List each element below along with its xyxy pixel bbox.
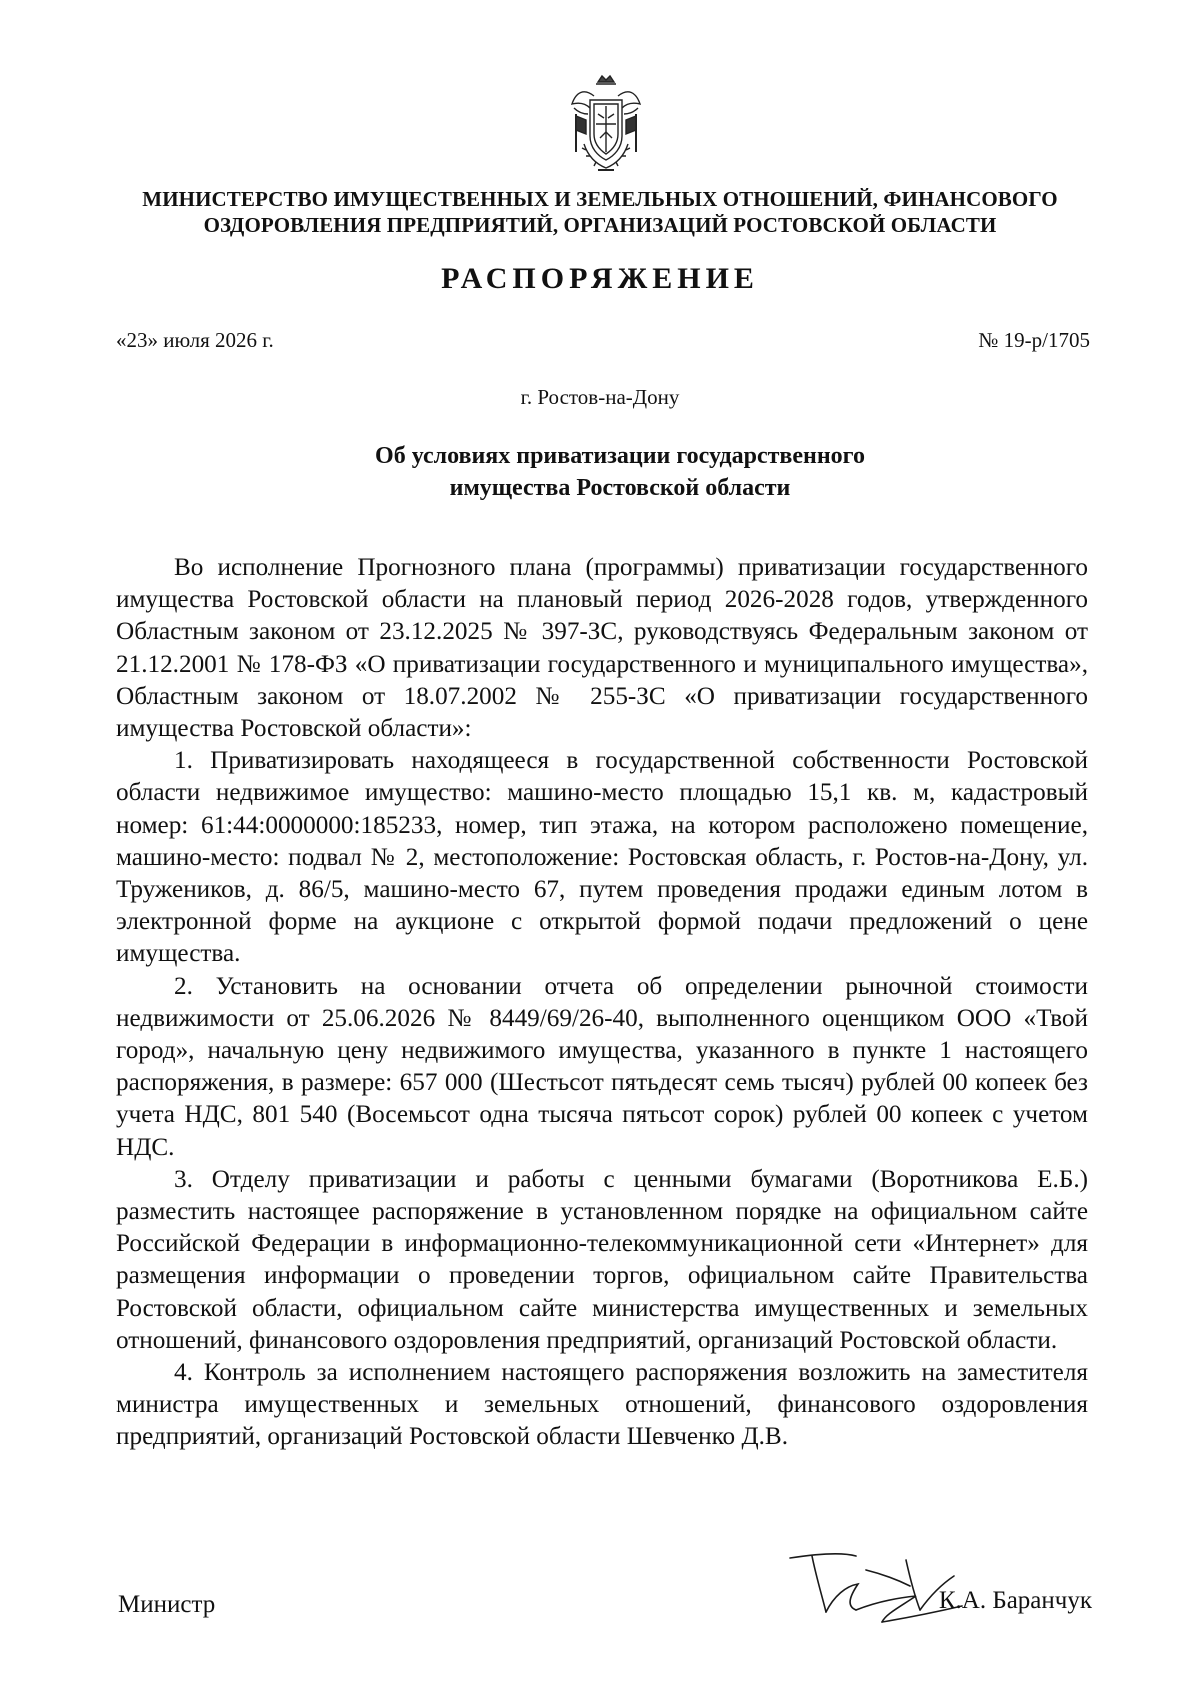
item-4-paragraph: 4. Контроль за исполнением настоящего распоряжения возложить на заместителя министра имущественных и земельных отношений, финансового оздоровления предприятий, организаций Ростовской области Шевченко Д.В. (116, 1359, 1088, 1451)
signature-block (0, 1550, 1200, 1640)
document-subject (200, 440, 1040, 504)
ministry-line-2: ОЗДОРОВЛЕНИЯ ПРЕДПРИЯТИЙ, ОРГАНИЗАЦИЙ РОСТОВСКОЙ ОБЛАСТИ (203, 213, 997, 237)
coat-of-arms-icon (568, 74, 644, 174)
item-3-paragraph: 3. Отделу приватизации и работы с ценными бумагами (Воротникова Е.Б.) разместить настоящее распоряжение в установленном порядке на официальном сайте Российской Федерации в информационно-телекоммуникационной сети «Интернет» для размещения информации о проведении торгов, официальном сайте Правительства Ростовской области, официальном сайте министерства имущественных и земельных отношений, финансового оздоровления предприятий, организаций Ростовской области. (116, 1165, 1088, 1354)
document-number: № 19-р/1705 (978, 328, 1090, 352)
item-2-paragraph: 2. Установить на основании отчета об определении рыночной стоимости недвижимости от 25.06.2026 № 8449/69/26-40, выполненного оценщиком ООО «Твой город», начальную цену недвижимого имущества, указанного в пункте 1 настоящего распоряжения, в размере: 657 000 (Шестьсот пятьдесят семь тысяч) рублей 00 копеек без учета НДС, 801 540 (Восемьсот одна тысяча пятьсот сорок) рублей 00 копеек с учетом НДС. (116, 972, 1088, 1161)
subject-line-1: Об условиях приватизации государственного (375, 443, 865, 469)
document-type: РАСПОРЯЖЕНИЕ (441, 262, 759, 295)
document-city: г. Ростов-на-Дону (520, 385, 680, 409)
signer-name: К.А. Баранчук (938, 1587, 1092, 1614)
preamble-paragraph: Во исполнение Прогнозного плана (программы) приватизации государственного имущества Ростовской области на плановый период 2026-2028 годов, утвержденного Областным законом от 23.12.2025 № 397-ЗС, руководствуясь Федеральным законом от 21.12.2001 № 178-ФЗ «О приватизации государственного и муниципального имущества», Областным законом от 18.07.2002 № 255-ЗС «О приватизации государственного имущества Ростовской области»: (116, 554, 1088, 743)
signer-position: Министр (118, 1591, 216, 1618)
subject-line-2: имущества Ростовской области (449, 475, 791, 501)
document-body (116, 552, 1088, 1454)
ministry-name (100, 186, 1100, 238)
ministry-line-1: МИНИСТЕРСТВО ИМУЩЕСТВЕННЫХ И ЗЕМЕЛЬНЫХ ОТНОШЕНИЙ, ФИНАНСОВОГО (142, 187, 1058, 211)
item-1-paragraph: 1. Приватизировать находящееся в государственной собственности Ростовской области недвижимое имущество: машино-место площадью 15,1 кв. м, кадастровый номер: 61:44:0000000:185233, номер, тип этажа, на котором расположено помещение, машино-место: подвал № 2, местоположение: Ростовская область, г. Ростов-на-Дону, ул. Тружеников, д. 86/5, машино-место 67, путем проведения продажи единым лотом в электронной форме на аукционе с открытой формой подачи предложений о цене имущества. (116, 747, 1088, 968)
document-date: «23» июля 2026 г. (116, 328, 274, 352)
